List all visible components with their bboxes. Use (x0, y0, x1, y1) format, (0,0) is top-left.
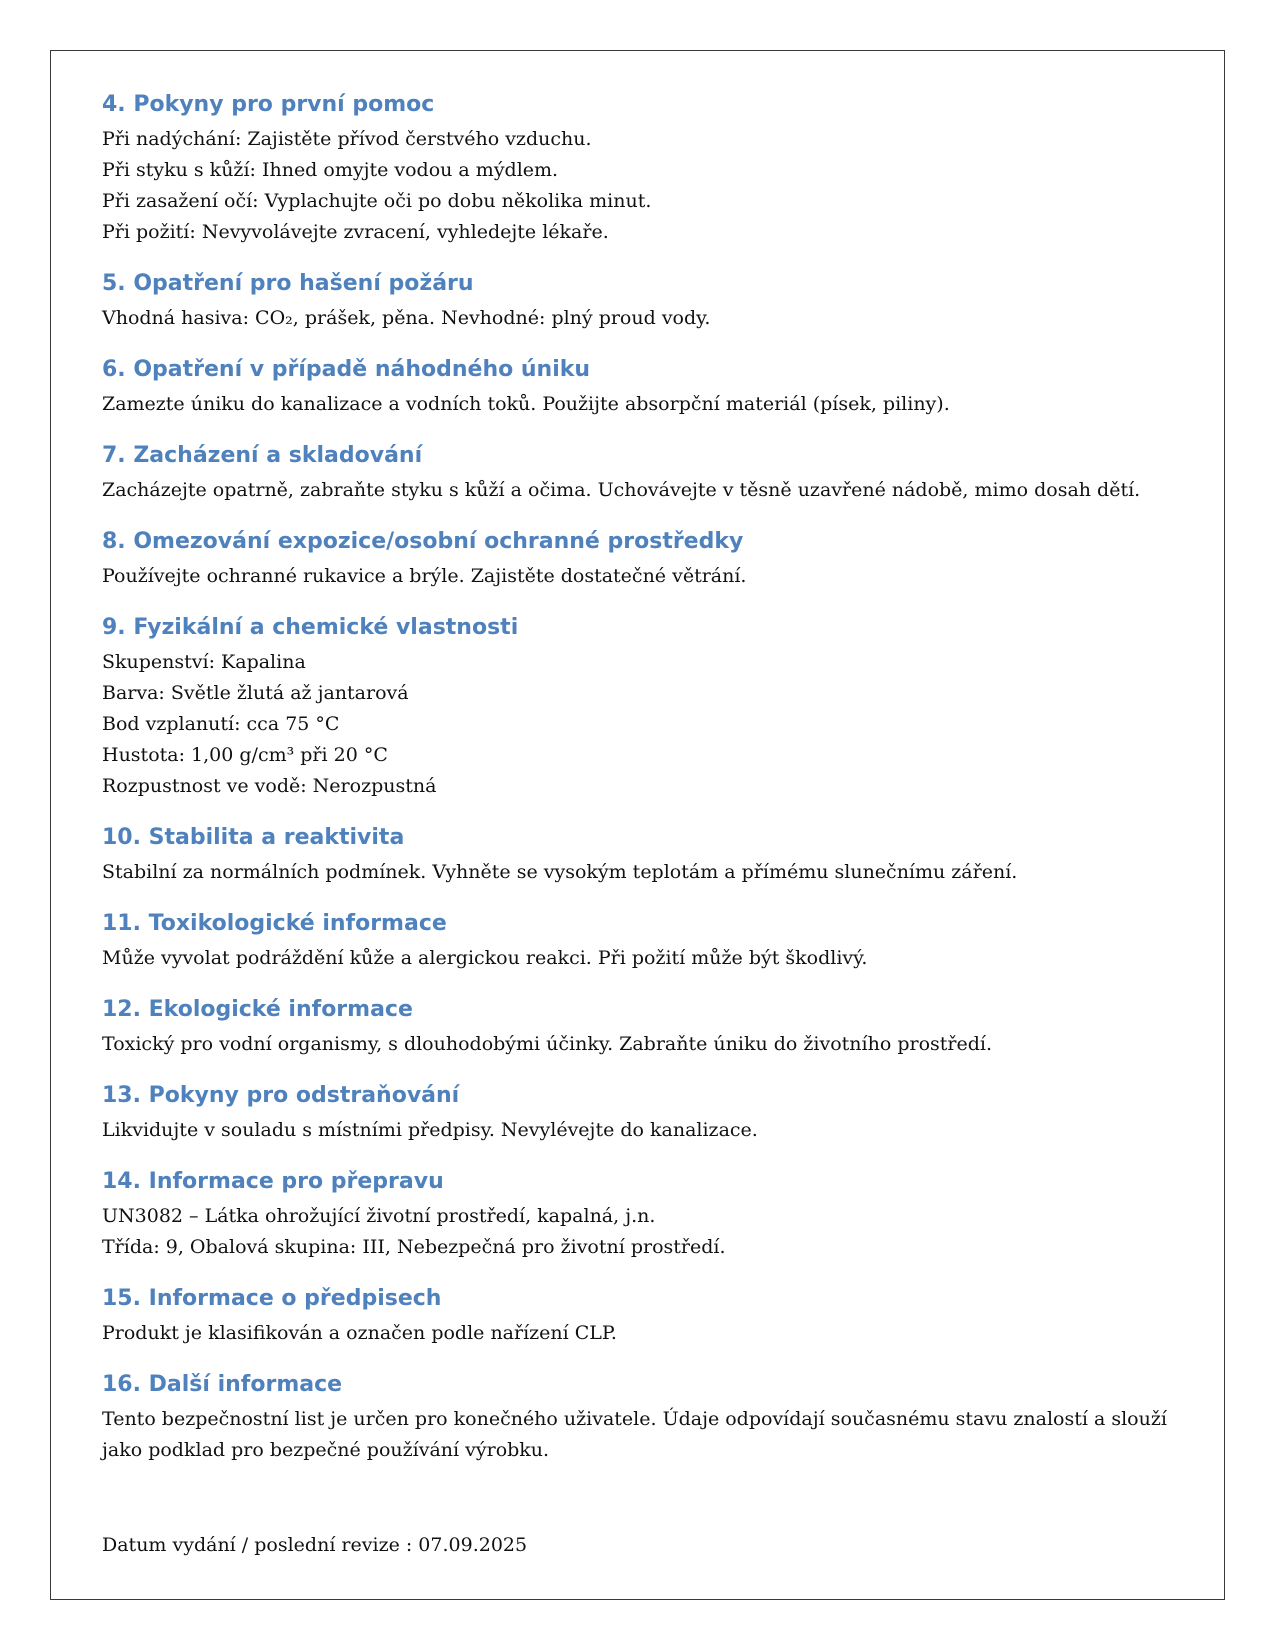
section-text: Rozpustnost ve vodě: Nerozpustná (102, 775, 437, 797)
section-text: Barva: Světle žlutá až jantarová (102, 682, 409, 704)
section-heading: 10. Stabilita a reaktivita (102, 825, 405, 850)
section-text: Používejte ochranné rukavice a brýle. Zajistěte dostatečné větrání. (102, 565, 747, 587)
section-heading: 16. Další informace (102, 1372, 343, 1397)
section-text: Při zasažení očí: Vyplachujte oči po dobu několika minut. (102, 190, 652, 212)
section-heading: 8. Omezování expozice/osobní ochranné prostředky (102, 529, 744, 554)
section-text: Bod vzplanutí: cca 75 °C (102, 713, 340, 735)
section-text: Stabilní za normálních podmínek. Vyhněte se vysokým teplotám a přímému slunečnímu záření. (102, 861, 1018, 883)
section-heading: 12. Ekologické informace (102, 997, 413, 1022)
section-physical-chemical-properties (102, 611, 1182, 802)
section-heading: 15. Informace o předpisech (102, 1286, 442, 1311)
section-heading: 7. Zacházení a skladování (102, 443, 423, 468)
section-other-info (102, 1368, 1182, 1466)
section-text: Při styku s kůží: Ihned omyjte vodou a mýdlem. (102, 159, 559, 181)
section-heading: 4. Pokyny pro první pomoc (102, 92, 435, 117)
section-text: Tento bezpečnostní list je určen pro konečného uživatele. Údaje odpovídají současnému stavu znalostí a slouží jako podklad pro bezpečné používání výrobku. (102, 1408, 1167, 1461)
section-text: Při nadýchání: Zajistěte přívod čerstvého vzduchu. (102, 128, 592, 150)
issue-revision-date: Datum vydání / poslední revize : 07.09.2025 (102, 1534, 528, 1556)
section-accidental-release (102, 353, 1182, 420)
section-heading: 6. Opatření v případě náhodného úniku (102, 357, 591, 382)
section-first-aid (102, 88, 1182, 248)
section-regulatory-info (102, 1282, 1182, 1349)
section-transport-info (102, 1165, 1182, 1263)
document-body (102, 88, 1182, 1466)
section-heading: 9. Fyzikální a chemické vlastnosti (102, 615, 519, 640)
section-text: Zacházejte opatrně, zabraňte styku s kůží a očima. Uchovávejte v těsně uzavřené nádobě, mimo dosah dětí. (102, 479, 1141, 501)
section-text: Likvidujte v souladu s místními předpisy. Nevylévejte do kanalizace. (102, 1119, 758, 1141)
section-disposal (102, 1079, 1182, 1146)
section-text: UN3082 – Látka ohrožující životní prostředí, kapalná, j.n. (102, 1205, 656, 1227)
section-ecological-info (102, 993, 1182, 1060)
section-text: Třída: 9, Obalová skupina: III, Nebezpečná pro životní prostředí. (102, 1236, 726, 1258)
section-heading: 13. Pokyny pro odstraňování (102, 1083, 460, 1108)
section-stability-reactivity (102, 821, 1182, 888)
section-text: Při požití: Nevyvolávejte zvracení, vyhledejte lékaře. (102, 221, 609, 243)
section-text: Vhodná hasiva: CO₂, prášek, pěna. Nevhodné: plný proud vody. (102, 307, 711, 329)
section-text: Skupenství: Kapalina (102, 651, 306, 673)
section-text: Produkt je klasifikován a označen podle nařízení CLP. (102, 1322, 617, 1344)
section-text: Zamezte úniku do kanalizace a vodních toků. Použijte absorpční materiál (písek, piliny). (102, 393, 950, 415)
section-fire-fighting (102, 267, 1182, 334)
section-text: Toxický pro vodní organismy, s dlouhodobými účinky. Zabraňte úniku do životního prostředí. (102, 1033, 992, 1055)
section-text: Hustota: 1,00 g/cm³ při 20 °C (102, 744, 388, 766)
section-text: Může vyvolat podráždění kůže a alergickou reakci. Při požití může být škodlivý. (102, 947, 868, 969)
section-exposure-controls (102, 525, 1182, 592)
section-heading: 11. Toxikologické informace (102, 911, 447, 936)
section-handling-storage (102, 439, 1182, 506)
section-toxicological-info (102, 907, 1182, 974)
section-heading: 14. Informace pro přepravu (102, 1169, 444, 1194)
section-heading: 5. Opatření pro hašení požáru (102, 271, 474, 296)
